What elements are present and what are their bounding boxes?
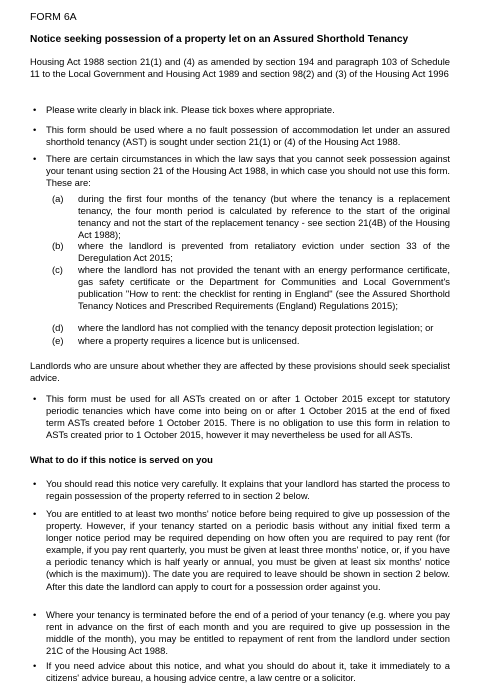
intro-bullet-text: There are certain circumstances in which the law says that you cannot seek possession against your tenant using section 21 of the Housing Act 1988, in which case you should not use this form. These are: <box>46 153 450 189</box>
intro-bullet-text: This form should be used where a no fault possession of accommodation let under an assured shorthold tenancy (AST) is sought under section 21(1) or (4) of the Housing Act 1988. <box>46 124 450 148</box>
bullet-icon: • <box>33 104 37 115</box>
circumstance-label: (b) <box>52 240 64 251</box>
tenant-bullet-4 <box>30 660 450 684</box>
tenant-bullet-text: If you need advice about this notice, and what you should do about it, take it immediately to a citizens' advice bureau, a housing advice centre, a law centre or a solicitor. <box>46 660 450 684</box>
circumstance-d <box>52 322 450 334</box>
intro-bullet-1 <box>30 104 450 116</box>
circumstance-text: where the landlord has not complied with the tenancy deposit protection legislation; or <box>78 322 434 333</box>
circumstance-a <box>52 193 450 241</box>
form-title: Notice seeking possession of a property let on an Assured Shorthold Tenancy <box>30 34 409 45</box>
intro-bullet-text: Please write clearly in black ink. Please tick boxes where appropriate. <box>46 104 335 115</box>
circumstance-e <box>52 335 450 347</box>
bullet-icon: • <box>33 508 37 519</box>
circumstance-b <box>52 240 450 264</box>
tenant-bullet-3 <box>30 609 450 657</box>
legal-basis: Housing Act 1988 section 21(1) and (4) as amended by section 194 and paragraph 103 of Schedule 11 to the Local Government and Housing Act 1989 and section 98(2) and (3) of the Housing Act 1996 <box>30 56 450 80</box>
form-number: FORM 6A <box>30 11 77 23</box>
circumstance-label: (a) <box>52 193 64 204</box>
tenant-bullet-2 <box>30 508 450 593</box>
tenant-bullet-text: Where your tenancy is terminated before the end of a period of your tenancy (e.g. where you pay rent in advance on the first of each month and you are required to give up possession in the middle of the month), you may be entitled to repayment of rent from the landlord under section 21C of the Housing Act 1988. <box>46 609 450 657</box>
bullet-icon: • <box>33 478 37 489</box>
circumstance-text: where the landlord is prevented from retaliatory eviction under section 33 of the Deregulation Act 2015; <box>78 240 450 264</box>
intro-bullet-3 <box>30 153 450 189</box>
tenant-bullet-1 <box>30 478 450 502</box>
bullet-icon: • <box>33 124 37 135</box>
tenant-bullet-text: You should read this notice very carefully. It explains that your landlord has started the process to regain possession of the property referred to in section 2 below. <box>46 478 450 502</box>
circumstance-text: during the first four months of the tenancy (but where the tenancy is a replacement tenancy, the four month period is calculated by reference to the start of the original tenancy and not the start of the replacement tenancy - see section 21(4B) of the Housing Act 1988); <box>78 193 450 241</box>
tenant-bullet-text: You are entitled to at least two months' notice before being required to give up possession of the property. However, if your tenancy started on a periodic basis without any initial fixed term a longer notice period may be required depending on how often you are required to pay rent (for example, if you pay rent quarterly, you must be given at least three months' notice, or, if you have a periodic tenancy which is half yearly or annual, you must be given at least six months' notice (which is the maximum)). The date you are required to leave should be shown in section 2 below. After this date the landlord can apply to court for a possession order against you. <box>46 508 450 592</box>
ast-note-bullet <box>30 393 450 441</box>
bullet-icon: • <box>33 393 37 404</box>
intro-bullet-2 <box>30 124 450 148</box>
advice-note: Landlords who are unsure about whether they are affected by these provisions should seek specialist advice. <box>30 360 450 384</box>
tenant-section-heading: What to do if this notice is served on you <box>30 454 213 465</box>
circumstance-text: where a property requires a licence but is unlicensed. <box>78 335 300 346</box>
circumstance-label: (d) <box>52 322 64 333</box>
circumstance-label: (c) <box>52 264 63 275</box>
bullet-icon: • <box>33 609 37 620</box>
bullet-icon: • <box>33 153 37 164</box>
circumstance-label: (e) <box>52 335 64 346</box>
ast-note-text: This form must be used for all ASTs created on or after 1 October 2015 except tor statutory periodic tenancies which have come into being on or after 1 October 2015 at the end of fixed term ASTs created before 1 October 2015. There is no obligation to use this form in relation to ASTs created prior to 1 October 2015, however it may nevertheless be used for all ASTs. <box>46 393 450 441</box>
circumstance-text: where the landlord has not provided the tenant with an energy performance certificate, gas safety certificate or the Department for Communities and Local Government's publication "How to rent: the checklist for renting in England" (see the Assured Shorthold Tenancy Notices and Prescribed Requirements (England) Regulations 2015); <box>78 264 450 312</box>
bullet-icon: • <box>33 660 37 671</box>
circumstance-c <box>52 264 450 312</box>
